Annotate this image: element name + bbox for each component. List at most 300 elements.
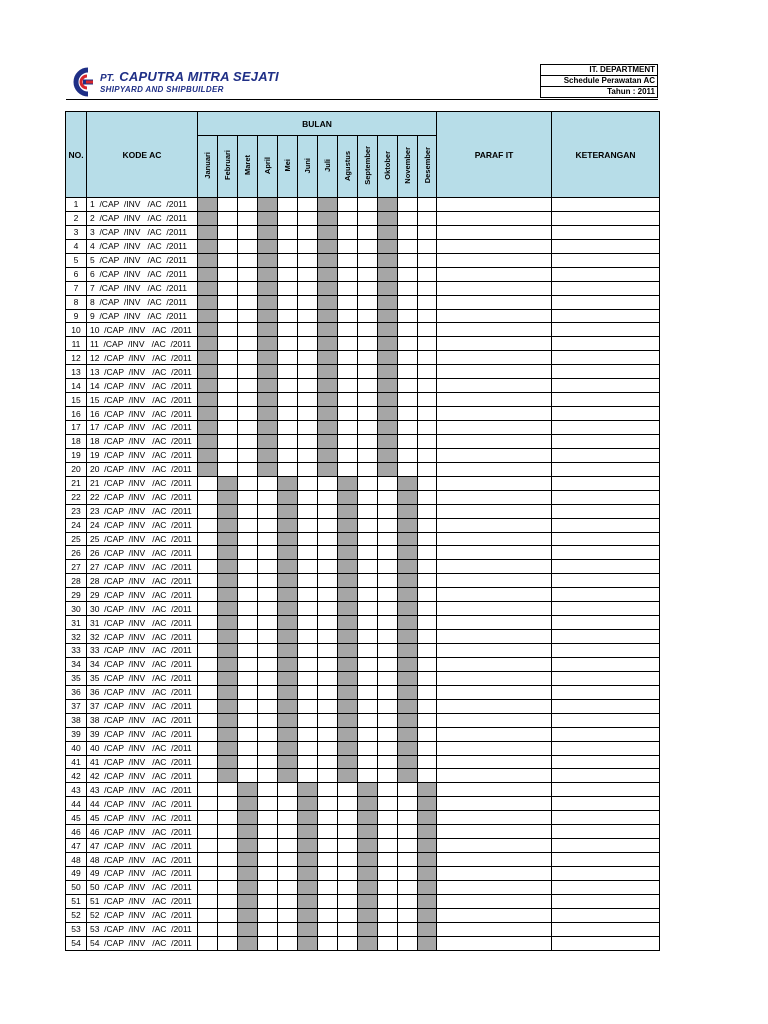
month-cell[interactable] [298, 532, 318, 546]
month-cell[interactable] [198, 797, 218, 811]
month-cell[interactable] [338, 853, 358, 867]
month-cell[interactable] [198, 421, 218, 435]
month-cell[interactable] [278, 421, 298, 435]
month-cell[interactable] [298, 407, 318, 421]
month-cell[interactable] [398, 699, 418, 713]
month-cell[interactable] [398, 225, 418, 239]
month-cell[interactable] [318, 504, 338, 518]
month-cell[interactable] [338, 211, 358, 225]
month-cell[interactable] [258, 699, 278, 713]
month-cell[interactable] [398, 532, 418, 546]
month-cell[interactable] [378, 644, 398, 658]
month-cell[interactable] [318, 476, 338, 490]
month-cell[interactable] [318, 337, 338, 351]
keterangan-cell[interactable] [552, 434, 660, 448]
month-cell[interactable] [378, 462, 398, 476]
month-cell[interactable] [358, 476, 378, 490]
month-cell[interactable] [198, 267, 218, 281]
month-cell[interactable] [398, 546, 418, 560]
month-cell[interactable] [378, 602, 398, 616]
ac-code-cell[interactable]: 24 /CAP /INV /AC /2011 [87, 518, 198, 532]
ac-code-cell[interactable]: 47 /CAP /INV /AC /2011 [87, 839, 198, 853]
month-cell[interactable] [398, 894, 418, 908]
month-cell[interactable] [258, 741, 278, 755]
month-cell[interactable] [258, 267, 278, 281]
month-cell[interactable] [238, 922, 258, 936]
month-cell[interactable] [298, 211, 318, 225]
month-cell[interactable] [298, 769, 318, 783]
month-cell[interactable] [278, 198, 298, 212]
month-cell[interactable] [378, 713, 398, 727]
month-cell[interactable] [218, 351, 238, 365]
month-cell[interactable] [238, 741, 258, 755]
month-cell[interactable] [318, 198, 338, 212]
month-cell[interactable] [218, 783, 238, 797]
month-cell[interactable] [258, 448, 278, 462]
month-cell[interactable] [238, 518, 258, 532]
month-cell[interactable] [218, 407, 238, 421]
month-cell[interactable] [358, 546, 378, 560]
month-cell[interactable] [278, 518, 298, 532]
month-cell[interactable] [258, 225, 278, 239]
month-cell[interactable] [198, 685, 218, 699]
month-cell[interactable] [238, 448, 258, 462]
month-cell[interactable] [238, 797, 258, 811]
month-cell[interactable] [318, 825, 338, 839]
month-cell[interactable] [398, 588, 418, 602]
month-cell[interactable] [378, 755, 398, 769]
month-cell[interactable] [358, 880, 378, 894]
month-cell[interactable] [378, 671, 398, 685]
month-cell[interactable] [358, 839, 378, 853]
month-cell[interactable] [218, 532, 238, 546]
month-cell[interactable] [418, 421, 437, 435]
month-cell[interactable] [318, 867, 338, 881]
ac-code-cell[interactable]: 46 /CAP /INV /AC /2011 [87, 825, 198, 839]
paraf-it-cell[interactable] [437, 602, 552, 616]
ac-code-cell[interactable]: 23 /CAP /INV /AC /2011 [87, 504, 198, 518]
ac-code-cell[interactable]: 13 /CAP /INV /AC /2011 [87, 365, 198, 379]
month-cell[interactable] [378, 532, 398, 546]
month-cell[interactable] [198, 616, 218, 630]
month-cell[interactable] [378, 894, 398, 908]
month-cell[interactable] [298, 644, 318, 658]
month-cell[interactable] [218, 504, 238, 518]
month-cell[interactable] [198, 880, 218, 894]
month-cell[interactable] [318, 769, 338, 783]
month-cell[interactable] [198, 671, 218, 685]
month-cell[interactable] [218, 908, 238, 922]
month-cell[interactable] [358, 351, 378, 365]
month-cell[interactable] [258, 922, 278, 936]
month-cell[interactable] [218, 309, 238, 323]
month-cell[interactable] [258, 936, 278, 950]
month-cell[interactable] [398, 616, 418, 630]
month-cell[interactable] [318, 421, 338, 435]
month-cell[interactable] [258, 588, 278, 602]
month-cell[interactable] [318, 448, 338, 462]
month-cell[interactable] [238, 351, 258, 365]
month-cell[interactable] [198, 867, 218, 881]
month-cell[interactable] [398, 908, 418, 922]
month-cell[interactable] [298, 588, 318, 602]
paraf-it-cell[interactable] [437, 253, 552, 267]
month-cell[interactable] [378, 588, 398, 602]
month-cell[interactable] [378, 365, 398, 379]
month-cell[interactable] [298, 309, 318, 323]
month-cell[interactable] [298, 713, 318, 727]
paraf-it-cell[interactable] [437, 727, 552, 741]
month-cell[interactable] [278, 685, 298, 699]
month-cell[interactable] [218, 853, 238, 867]
month-cell[interactable] [338, 657, 358, 671]
month-cell[interactable] [378, 741, 398, 755]
month-cell[interactable] [318, 797, 338, 811]
month-cell[interactable] [238, 908, 258, 922]
month-cell[interactable] [218, 616, 238, 630]
month-cell[interactable] [218, 797, 238, 811]
month-cell[interactable] [258, 797, 278, 811]
month-cell[interactable] [198, 281, 218, 295]
month-cell[interactable] [378, 560, 398, 574]
month-cell[interactable] [198, 769, 218, 783]
month-cell[interactable] [398, 727, 418, 741]
month-cell[interactable] [198, 434, 218, 448]
month-cell[interactable] [258, 811, 278, 825]
month-cell[interactable] [278, 532, 298, 546]
month-cell[interactable] [218, 574, 238, 588]
month-cell[interactable] [218, 337, 238, 351]
month-cell[interactable] [358, 490, 378, 504]
month-cell[interactable] [238, 713, 258, 727]
month-cell[interactable] [378, 253, 398, 267]
month-cell[interactable] [258, 253, 278, 267]
paraf-it-cell[interactable] [437, 267, 552, 281]
month-cell[interactable] [378, 630, 398, 644]
month-cell[interactable] [358, 365, 378, 379]
ac-code-cell[interactable]: 16 /CAP /INV /AC /2011 [87, 407, 198, 421]
month-cell[interactable] [398, 309, 418, 323]
month-cell[interactable] [398, 560, 418, 574]
month-cell[interactable] [378, 421, 398, 435]
paraf-it-cell[interactable] [437, 880, 552, 894]
month-cell[interactable] [358, 588, 378, 602]
month-cell[interactable] [198, 560, 218, 574]
month-cell[interactable] [318, 741, 338, 755]
month-cell[interactable] [358, 811, 378, 825]
month-cell[interactable] [278, 448, 298, 462]
month-cell[interactable] [418, 504, 437, 518]
month-cell[interactable] [398, 867, 418, 881]
month-cell[interactable] [198, 365, 218, 379]
month-cell[interactable] [318, 602, 338, 616]
keterangan-cell[interactable] [552, 546, 660, 560]
month-cell[interactable] [198, 936, 218, 950]
month-cell[interactable] [238, 616, 258, 630]
month-cell[interactable] [398, 407, 418, 421]
month-cell[interactable] [218, 448, 238, 462]
paraf-it-cell[interactable] [437, 504, 552, 518]
month-cell[interactable] [298, 351, 318, 365]
paraf-it-cell[interactable] [437, 644, 552, 658]
month-cell[interactable] [418, 253, 437, 267]
month-cell[interactable] [398, 462, 418, 476]
month-cell[interactable] [358, 630, 378, 644]
month-cell[interactable] [258, 644, 278, 658]
month-cell[interactable] [298, 853, 318, 867]
month-cell[interactable] [318, 727, 338, 741]
month-cell[interactable] [398, 769, 418, 783]
month-cell[interactable] [338, 532, 358, 546]
month-cell[interactable] [238, 504, 258, 518]
month-cell[interactable] [398, 644, 418, 658]
month-cell[interactable] [198, 225, 218, 239]
ac-code-cell[interactable]: 49 /CAP /INV /AC /2011 [87, 867, 198, 881]
month-cell[interactable] [298, 337, 318, 351]
month-cell[interactable] [358, 393, 378, 407]
month-cell[interactable] [338, 225, 358, 239]
month-cell[interactable] [318, 560, 338, 574]
month-cell[interactable] [418, 616, 437, 630]
month-cell[interactable] [278, 253, 298, 267]
month-cell[interactable] [218, 825, 238, 839]
month-cell[interactable] [278, 769, 298, 783]
month-cell[interactable] [238, 546, 258, 560]
ac-code-cell[interactable]: 44 /CAP /INV /AC /2011 [87, 797, 198, 811]
month-cell[interactable] [198, 713, 218, 727]
month-cell[interactable] [258, 434, 278, 448]
keterangan-cell[interactable] [552, 839, 660, 853]
keterangan-cell[interactable] [552, 309, 660, 323]
month-cell[interactable] [258, 518, 278, 532]
month-cell[interactable] [258, 295, 278, 309]
month-cell[interactable] [278, 351, 298, 365]
month-cell[interactable] [398, 657, 418, 671]
month-cell[interactable] [238, 560, 258, 574]
month-cell[interactable] [378, 867, 398, 881]
month-cell[interactable] [238, 476, 258, 490]
month-cell[interactable] [198, 853, 218, 867]
paraf-it-cell[interactable] [437, 462, 552, 476]
month-cell[interactable] [338, 448, 358, 462]
month-cell[interactable] [358, 323, 378, 337]
month-cell[interactable] [338, 198, 358, 212]
month-cell[interactable] [318, 894, 338, 908]
month-cell[interactable] [338, 379, 358, 393]
month-cell[interactable] [378, 476, 398, 490]
month-cell[interactable] [218, 434, 238, 448]
ac-code-cell[interactable]: 53 /CAP /INV /AC /2011 [87, 922, 198, 936]
month-cell[interactable] [418, 267, 437, 281]
month-cell[interactable] [378, 699, 398, 713]
month-cell[interactable] [298, 825, 318, 839]
paraf-it-cell[interactable] [437, 588, 552, 602]
month-cell[interactable] [418, 922, 437, 936]
month-cell[interactable] [218, 713, 238, 727]
month-cell[interactable] [298, 894, 318, 908]
month-cell[interactable] [278, 462, 298, 476]
month-cell[interactable] [218, 727, 238, 741]
month-cell[interactable] [298, 936, 318, 950]
month-cell[interactable] [398, 504, 418, 518]
month-cell[interactable] [358, 922, 378, 936]
paraf-it-cell[interactable] [437, 281, 552, 295]
month-cell[interactable] [278, 853, 298, 867]
month-cell[interactable] [258, 867, 278, 881]
month-cell[interactable] [258, 407, 278, 421]
month-cell[interactable] [398, 267, 418, 281]
month-cell[interactable] [358, 211, 378, 225]
month-cell[interactable] [338, 685, 358, 699]
month-cell[interactable] [378, 825, 398, 839]
month-cell[interactable] [218, 211, 238, 225]
month-cell[interactable] [418, 783, 437, 797]
month-cell[interactable] [338, 602, 358, 616]
month-cell[interactable] [398, 922, 418, 936]
keterangan-cell[interactable] [552, 588, 660, 602]
month-cell[interactable] [338, 281, 358, 295]
month-cell[interactable] [278, 922, 298, 936]
keterangan-cell[interactable] [552, 239, 660, 253]
month-cell[interactable] [258, 337, 278, 351]
ac-code-cell[interactable]: 54 /CAP /INV /AC /2011 [87, 936, 198, 950]
month-cell[interactable] [258, 309, 278, 323]
month-cell[interactable] [298, 685, 318, 699]
keterangan-cell[interactable] [552, 393, 660, 407]
month-cell[interactable] [378, 379, 398, 393]
month-cell[interactable] [338, 644, 358, 658]
month-cell[interactable] [238, 393, 258, 407]
month-cell[interactable] [398, 281, 418, 295]
ac-code-cell[interactable]: 20 /CAP /INV /AC /2011 [87, 462, 198, 476]
month-cell[interactable] [238, 685, 258, 699]
month-cell[interactable] [218, 546, 238, 560]
month-cell[interactable] [278, 811, 298, 825]
month-cell[interactable] [298, 546, 318, 560]
month-cell[interactable] [278, 713, 298, 727]
paraf-it-cell[interactable] [437, 393, 552, 407]
month-cell[interactable] [258, 239, 278, 253]
month-cell[interactable] [198, 922, 218, 936]
keterangan-cell[interactable] [552, 337, 660, 351]
keterangan-cell[interactable] [552, 713, 660, 727]
keterangan-cell[interactable] [552, 574, 660, 588]
month-cell[interactable] [318, 351, 338, 365]
month-cell[interactable] [238, 839, 258, 853]
month-cell[interactable] [398, 337, 418, 351]
keterangan-cell[interactable] [552, 351, 660, 365]
month-cell[interactable] [238, 323, 258, 337]
month-cell[interactable] [278, 337, 298, 351]
keterangan-cell[interactable] [552, 671, 660, 685]
month-cell[interactable] [378, 936, 398, 950]
month-cell[interactable] [278, 867, 298, 881]
month-cell[interactable] [378, 351, 398, 365]
month-cell[interactable] [378, 769, 398, 783]
paraf-it-cell[interactable] [437, 239, 552, 253]
month-cell[interactable] [298, 922, 318, 936]
paraf-it-cell[interactable] [437, 211, 552, 225]
month-cell[interactable] [278, 407, 298, 421]
month-cell[interactable] [298, 379, 318, 393]
paraf-it-cell[interactable] [437, 908, 552, 922]
month-cell[interactable] [318, 365, 338, 379]
month-cell[interactable] [298, 602, 318, 616]
month-cell[interactable] [298, 323, 318, 337]
month-cell[interactable] [278, 393, 298, 407]
month-cell[interactable] [318, 532, 338, 546]
month-cell[interactable] [418, 379, 437, 393]
month-cell[interactable] [358, 671, 378, 685]
month-cell[interactable] [298, 657, 318, 671]
month-cell[interactable] [218, 839, 238, 853]
month-cell[interactable] [198, 574, 218, 588]
month-cell[interactable] [358, 936, 378, 950]
month-cell[interactable] [238, 853, 258, 867]
paraf-it-cell[interactable] [437, 825, 552, 839]
ac-code-cell[interactable]: 48 /CAP /INV /AC /2011 [87, 853, 198, 867]
month-cell[interactable] [358, 198, 378, 212]
month-cell[interactable] [378, 225, 398, 239]
month-cell[interactable] [318, 755, 338, 769]
paraf-it-cell[interactable] [437, 323, 552, 337]
month-cell[interactable] [398, 671, 418, 685]
month-cell[interactable] [218, 741, 238, 755]
month-cell[interactable] [298, 867, 318, 881]
month-cell[interactable] [418, 727, 437, 741]
month-cell[interactable] [418, 532, 437, 546]
month-cell[interactable] [318, 630, 338, 644]
month-cell[interactable] [278, 281, 298, 295]
month-cell[interactable] [398, 630, 418, 644]
ac-code-cell[interactable]: 6 /CAP /INV /AC /2011 [87, 267, 198, 281]
month-cell[interactable] [278, 783, 298, 797]
month-cell[interactable] [338, 769, 358, 783]
month-cell[interactable] [258, 908, 278, 922]
month-cell[interactable] [198, 211, 218, 225]
month-cell[interactable] [358, 657, 378, 671]
month-cell[interactable] [318, 811, 338, 825]
month-cell[interactable] [298, 616, 318, 630]
month-cell[interactable] [238, 644, 258, 658]
keterangan-cell[interactable] [552, 699, 660, 713]
month-cell[interactable] [338, 922, 358, 936]
month-cell[interactable] [398, 323, 418, 337]
month-cell[interactable] [378, 448, 398, 462]
month-cell[interactable] [378, 546, 398, 560]
month-cell[interactable] [358, 462, 378, 476]
month-cell[interactable] [398, 825, 418, 839]
month-cell[interactable] [278, 797, 298, 811]
month-cell[interactable] [278, 602, 298, 616]
month-cell[interactable] [238, 880, 258, 894]
month-cell[interactable] [398, 755, 418, 769]
month-cell[interactable] [278, 211, 298, 225]
month-cell[interactable] [338, 267, 358, 281]
month-cell[interactable] [258, 351, 278, 365]
month-cell[interactable] [418, 365, 437, 379]
month-cell[interactable] [198, 476, 218, 490]
month-cell[interactable] [418, 393, 437, 407]
paraf-it-cell[interactable] [437, 769, 552, 783]
ac-code-cell[interactable]: 2 /CAP /INV /AC /2011 [87, 211, 198, 225]
month-cell[interactable] [418, 434, 437, 448]
month-cell[interactable] [298, 518, 318, 532]
month-cell[interactable] [358, 295, 378, 309]
month-cell[interactable] [338, 239, 358, 253]
keterangan-cell[interactable] [552, 518, 660, 532]
paraf-it-cell[interactable] [437, 532, 552, 546]
